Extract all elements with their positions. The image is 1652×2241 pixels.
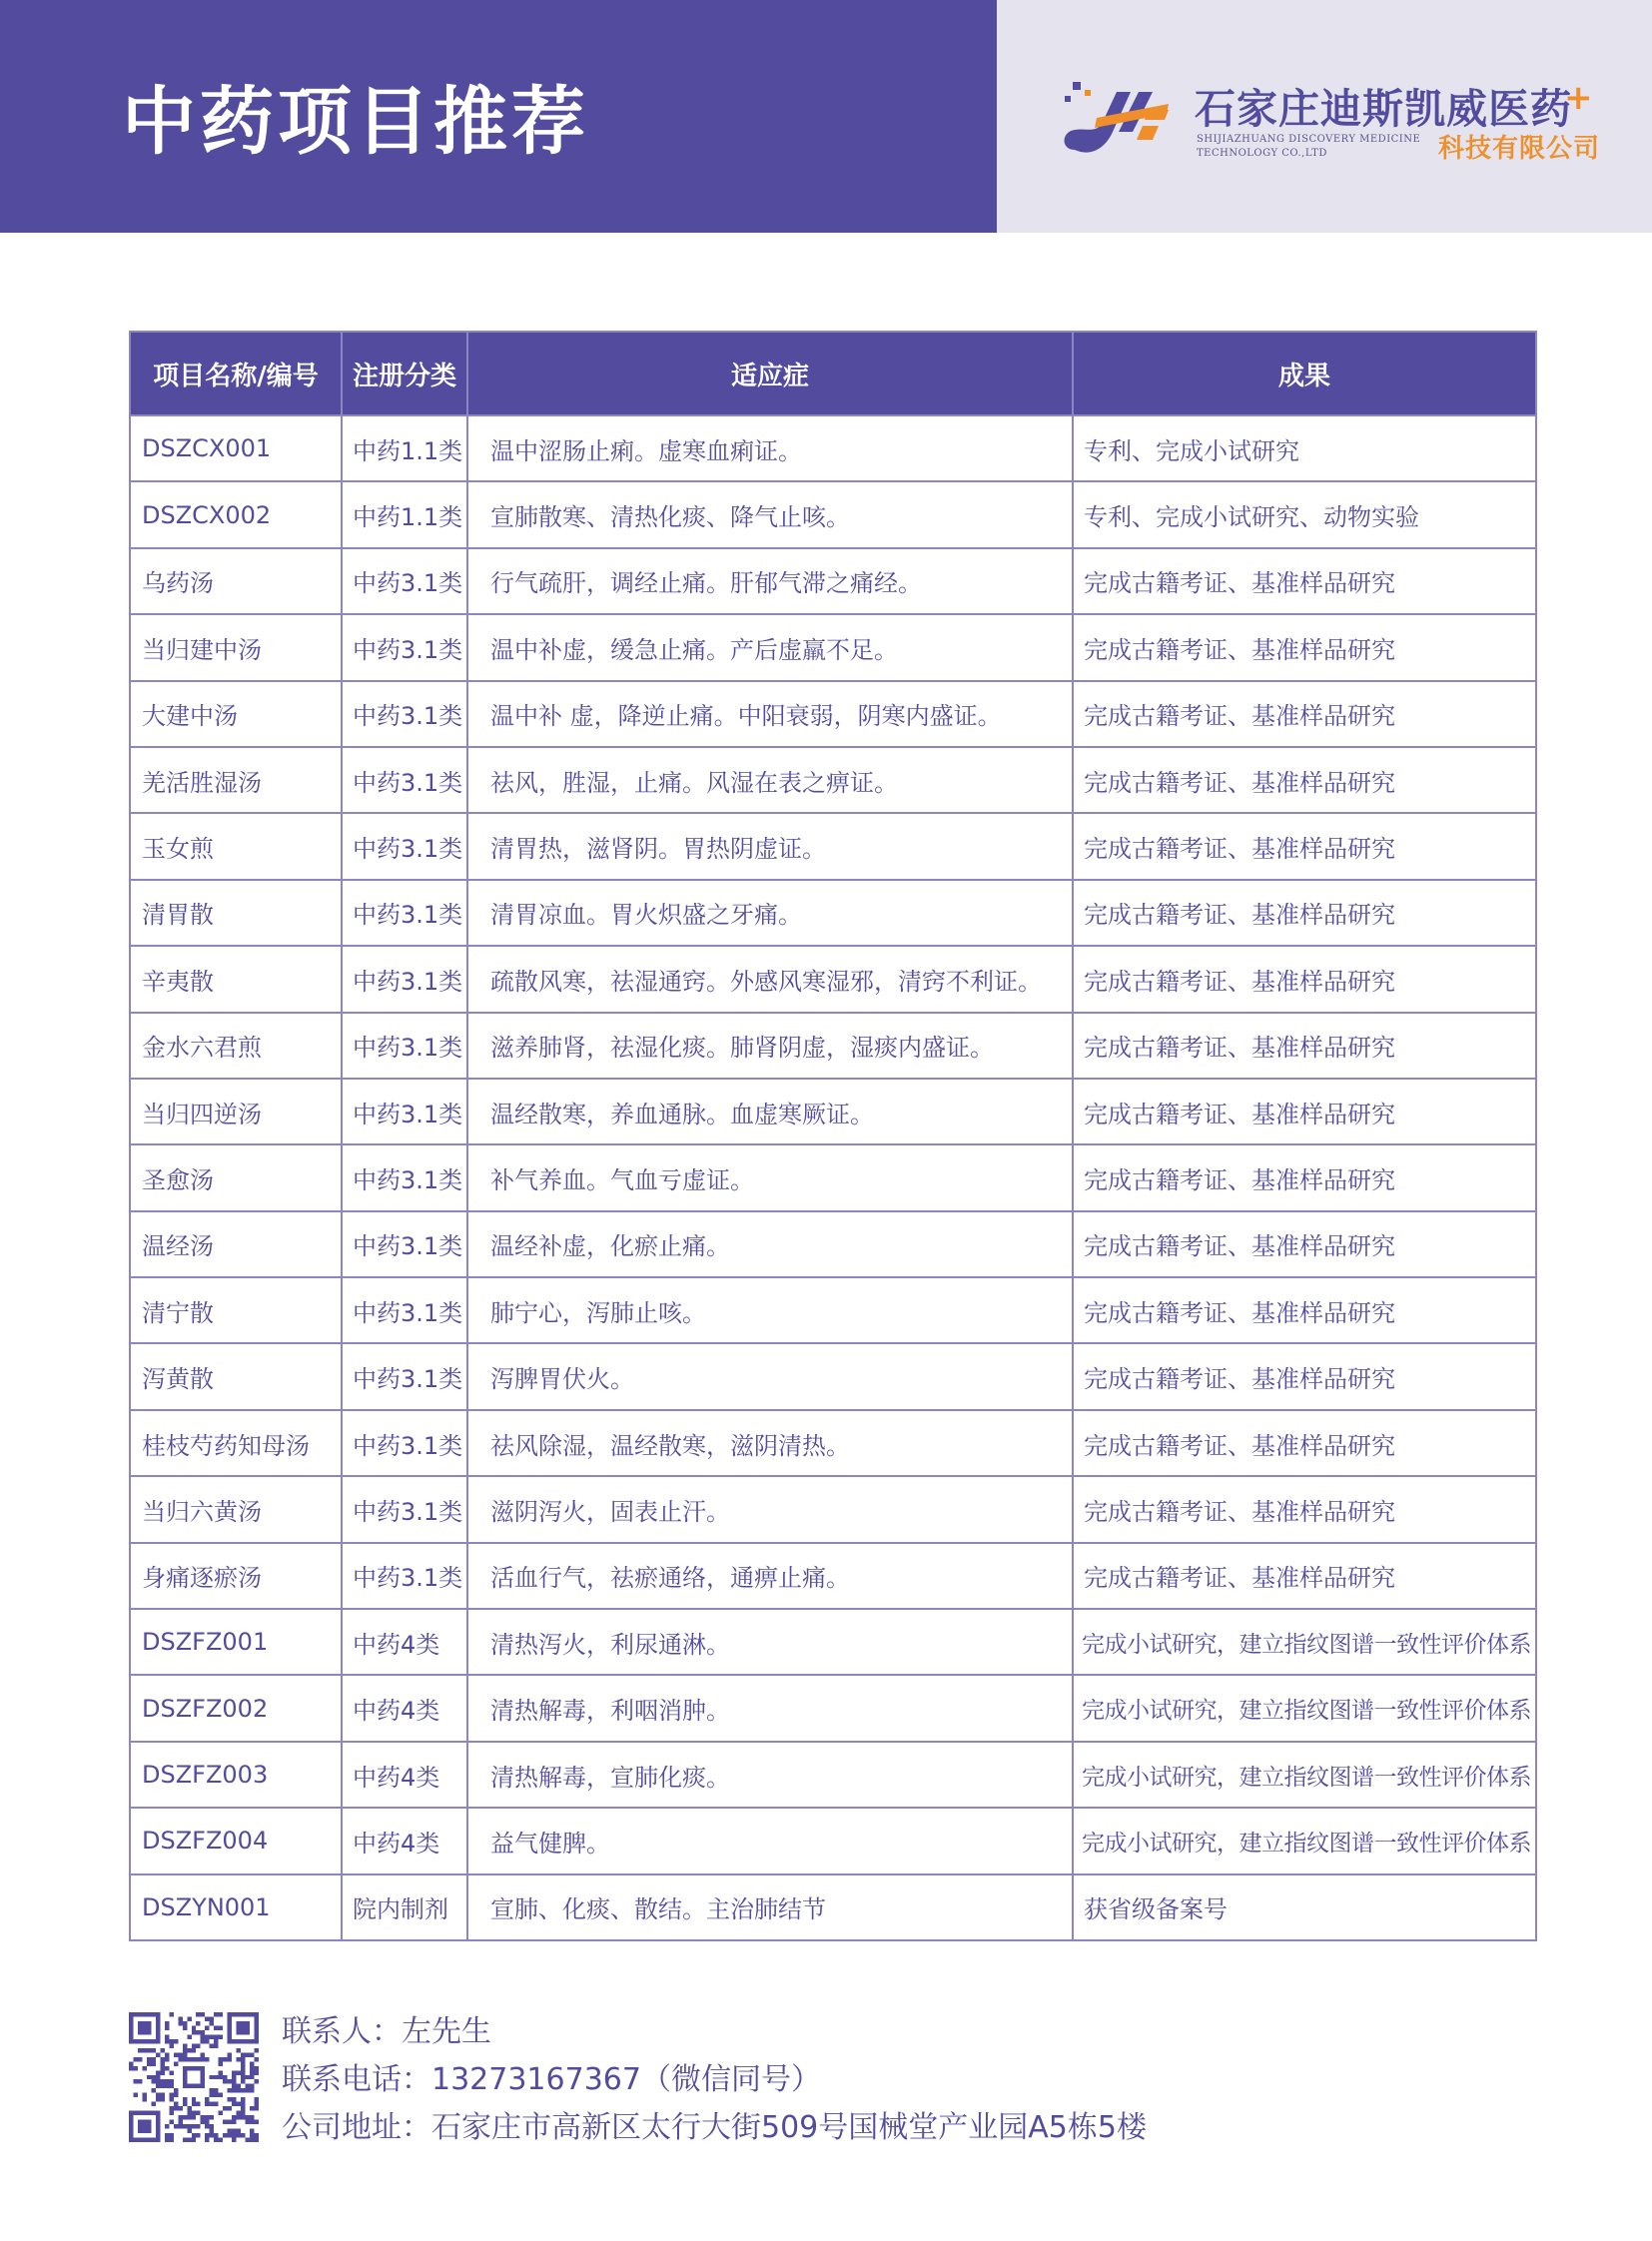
table-row <box>130 880 1536 946</box>
cell-result: 完成小试研究，建立指纹图谱一致性评价体系 <box>1073 1609 1536 1675</box>
table-row <box>130 747 1536 813</box>
cell-project-name: DSZYN001 <box>130 1874 342 1940</box>
cell-project-name: DSZFZ004 <box>130 1808 342 1873</box>
table-row <box>130 1543 1536 1609</box>
header-title-panel <box>0 0 997 233</box>
cell-indication: 活血行气，祛瘀通络，通痹止痛。 <box>467 1543 1073 1609</box>
cell-result: 完成古籍考证、基准样品研究 <box>1073 681 1536 747</box>
cell-indication: 泻脾胃伏火。 <box>467 1343 1073 1409</box>
table-row <box>130 1742 1536 1808</box>
cell-registration-class: 中药3.1类 <box>342 614 467 680</box>
cell-registration-class: 中药3.1类 <box>342 1343 467 1409</box>
cell-project-name: 辛夷散 <box>130 946 342 1012</box>
cell-result: 完成古籍考证、基准样品研究 <box>1073 1211 1536 1277</box>
company-name-cn: 石家庄迪斯凯威医药 <box>1195 85 1572 133</box>
cell-project-name: DSZFZ003 <box>130 1742 342 1808</box>
table-body <box>130 415 1536 1940</box>
cell-indication: 疏散风寒，祛湿通窍。外感风寒湿邪，清窍不利证。 <box>467 946 1073 1012</box>
cell-indication: 温中补 虚，降逆止痛。中阳衰弱，阴寒内盛证。 <box>467 681 1073 747</box>
cell-result: 完成古籍考证、基准样品研究 <box>1073 946 1536 1012</box>
qr-code-icon <box>129 2012 259 2142</box>
project-table-container <box>129 331 1535 1941</box>
cell-project-name: 当归六黄汤 <box>130 1476 342 1542</box>
table-row <box>130 1277 1536 1343</box>
cell-indication: 温中补虚，缓急止痛。产后虚羸不足。 <box>467 614 1073 680</box>
cell-indication: 清热泻火，利尿通淋。 <box>467 1609 1073 1675</box>
cell-indication: 温中涩肠止痢。虚寒血痢证。 <box>467 415 1073 481</box>
cell-project-name: 玉女煎 <box>130 813 342 879</box>
cell-registration-class: 中药3.1类 <box>342 1543 467 1609</box>
table-row <box>130 813 1536 879</box>
table-row <box>130 946 1536 1012</box>
cell-indication: 清热解毒，宣肺化痰。 <box>467 1742 1073 1808</box>
cell-indication: 宣肺、化痰、散结。主治肺结节 <box>467 1874 1073 1940</box>
table-header-row <box>130 332 1536 415</box>
table-row <box>130 1079 1536 1144</box>
table-row <box>130 1808 1536 1873</box>
table-row <box>130 1609 1536 1675</box>
cell-indication: 清胃热，滋肾阴。胃热阴虚证。 <box>467 813 1073 879</box>
cell-registration-class: 中药3.1类 <box>342 1079 467 1144</box>
cell-project-name: 大建中汤 <box>130 681 342 747</box>
cell-project-name: DSZFZ002 <box>130 1675 342 1741</box>
header-indication: 适应症 <box>467 332 1073 415</box>
cell-indication: 宣肺散寒、清热化痰、降气止咳。 <box>467 481 1073 547</box>
cell-result: 完成古籍考证、基准样品研究 <box>1073 614 1536 680</box>
table-row <box>130 614 1536 680</box>
cell-result: 完成古籍考证、基准样品研究 <box>1073 548 1536 614</box>
table-row <box>130 548 1536 614</box>
header-registration-class: 注册分类 <box>342 332 467 415</box>
table-row <box>130 1476 1536 1542</box>
cell-indication: 滋养肺肾，祛湿化痰。肺肾阴虚，湿痰内盛证。 <box>467 1013 1073 1079</box>
table-row <box>130 1211 1536 1277</box>
cell-result: 专利、完成小试研究 <box>1073 415 1536 481</box>
cell-project-name: 乌药汤 <box>130 548 342 614</box>
cell-registration-class: 中药3.1类 <box>342 1013 467 1079</box>
company-logo-icon <box>1057 70 1187 170</box>
cell-project-name: DSZCX001 <box>130 415 342 481</box>
table-row <box>130 1410 1536 1476</box>
cell-project-name: 羌活胜湿汤 <box>130 747 342 813</box>
cell-project-name: 桂枝芍药知母汤 <box>130 1410 342 1476</box>
cell-registration-class: 中药3.1类 <box>342 813 467 879</box>
cell-project-name: 温经汤 <box>130 1211 342 1277</box>
company-logo <box>1057 70 1616 170</box>
cell-indication: 清胃凉血。胃火炽盛之牙痛。 <box>467 880 1073 946</box>
table-row <box>130 415 1536 481</box>
cell-result: 完成古籍考证、基准样品研究 <box>1073 1013 1536 1079</box>
cell-result: 完成古籍考证、基准样品研究 <box>1073 880 1536 946</box>
project-table <box>129 331 1537 1941</box>
cell-project-name: DSZCX002 <box>130 481 342 547</box>
cell-indication: 补气养血。气血亏虚证。 <box>467 1144 1073 1210</box>
header-project-name: 项目名称/编号 <box>130 332 342 415</box>
cell-registration-class: 中药3.1类 <box>342 946 467 1012</box>
cell-registration-class: 中药4类 <box>342 1808 467 1873</box>
cell-registration-class: 中药3.1类 <box>342 1277 467 1343</box>
cell-registration-class: 院内制剂 <box>342 1874 467 1940</box>
cell-indication: 祛风除湿，温经散寒，滋阴清热。 <box>467 1410 1073 1476</box>
cell-indication: 滋阴泻火，固表止汗。 <box>467 1476 1073 1542</box>
cell-registration-class: 中药3.1类 <box>342 1211 467 1277</box>
cell-project-name: 金水六君煎 <box>130 1013 342 1079</box>
cell-result: 完成古籍考证、基准样品研究 <box>1073 1079 1536 1144</box>
table-row <box>130 681 1536 747</box>
cell-result: 完成小试研究，建立指纹图谱一致性评价体系 <box>1073 1808 1536 1873</box>
cell-registration-class: 中药3.1类 <box>342 747 467 813</box>
cell-project-name: 清胃散 <box>130 880 342 946</box>
table-row <box>130 1874 1536 1940</box>
cell-registration-class: 中药1.1类 <box>342 415 467 481</box>
cell-registration-class: 中药4类 <box>342 1609 467 1675</box>
cell-result: 完成古籍考证、基准样品研究 <box>1073 1543 1536 1609</box>
cell-project-name: 清宁散 <box>130 1277 342 1343</box>
header-result: 成果 <box>1073 332 1536 415</box>
company-name-cn-line2: 科技有限公司 <box>1438 134 1601 164</box>
cell-project-name: 圣愈汤 <box>130 1144 342 1210</box>
contact-footer <box>129 2012 1327 2147</box>
table-row <box>130 1144 1536 1210</box>
cell-indication: 温经散寒，养血通脉。血虚寒厥证。 <box>467 1079 1073 1144</box>
cell-registration-class: 中药4类 <box>342 1675 467 1741</box>
cell-result: 专利、完成小试研究、动物实验 <box>1073 481 1536 547</box>
table-row <box>130 1675 1536 1741</box>
cell-result: 完成古籍考证、基准样品研究 <box>1073 813 1536 879</box>
cell-result: 完成古籍考证、基准样品研究 <box>1073 747 1536 813</box>
cell-result: 完成古籍考证、基准样品研究 <box>1073 1343 1536 1409</box>
cell-result: 完成小试研究，建立指纹图谱一致性评价体系 <box>1073 1675 1536 1741</box>
contact-person: 联系人：左先生 <box>282 2014 491 2049</box>
cell-registration-class: 中药3.1类 <box>342 1144 467 1210</box>
company-name-en-line1: SHIJIAZHUANG DISCOVERY MEDICINE <box>1197 134 1421 145</box>
cell-registration-class: 中药3.1类 <box>342 548 467 614</box>
cell-indication: 肺宁心，泻肺止咳。 <box>467 1277 1073 1343</box>
company-name-en-line2: TECHNOLOGY CO.,LTD <box>1197 148 1327 159</box>
cell-registration-class: 中药3.1类 <box>342 1410 467 1476</box>
cell-registration-class: 中药3.1类 <box>342 681 467 747</box>
table-row <box>130 1343 1536 1409</box>
page-title: 中药项目推荐 <box>122 79 589 165</box>
cell-registration-class: 中药3.1类 <box>342 1476 467 1542</box>
cell-result: 完成小试研究，建立指纹图谱一致性评价体系 <box>1073 1742 1536 1808</box>
cell-project-name: 当归四逆汤 <box>130 1079 342 1144</box>
table-row <box>130 481 1536 547</box>
cell-project-name: 泻黄散 <box>130 1343 342 1409</box>
cell-result: 获省级备案号 <box>1073 1874 1536 1940</box>
cell-indication: 清热解毒，利咽消肿。 <box>467 1675 1073 1741</box>
contact-phone: 联系电话：13273167367（微信同号） <box>282 2062 821 2097</box>
cell-registration-class: 中药4类 <box>342 1742 467 1808</box>
table-row <box>130 1013 1536 1079</box>
cell-result: 完成古籍考证、基准样品研究 <box>1073 1476 1536 1542</box>
cell-result: 完成古籍考证、基准样品研究 <box>1073 1410 1536 1476</box>
logo-plus-icon: + <box>1564 78 1593 118</box>
page-header <box>0 0 1652 233</box>
cell-result: 完成古籍考证、基准样品研究 <box>1073 1144 1536 1210</box>
company-address: 公司地址：石家庄市高新区太行大街509号国械堂产业园A5栋5楼 <box>282 2110 1147 2145</box>
cell-indication: 益气健脾。 <box>467 1808 1073 1873</box>
cell-registration-class: 中药1.1类 <box>342 481 467 547</box>
cell-project-name: 当归建中汤 <box>130 614 342 680</box>
cell-result: 完成古籍考证、基准样品研究 <box>1073 1277 1536 1343</box>
cell-project-name: 身痛逐瘀汤 <box>130 1543 342 1609</box>
cell-project-name: DSZFZ001 <box>130 1609 342 1675</box>
cell-registration-class: 中药3.1类 <box>342 880 467 946</box>
cell-indication: 温经补虚，化瘀止痛。 <box>467 1211 1073 1277</box>
cell-indication: 祛风，胜湿，止痛。风湿在表之痹证。 <box>467 747 1073 813</box>
cell-indication: 行气疏肝，调经止痛。肝郁气滞之痛经。 <box>467 548 1073 614</box>
